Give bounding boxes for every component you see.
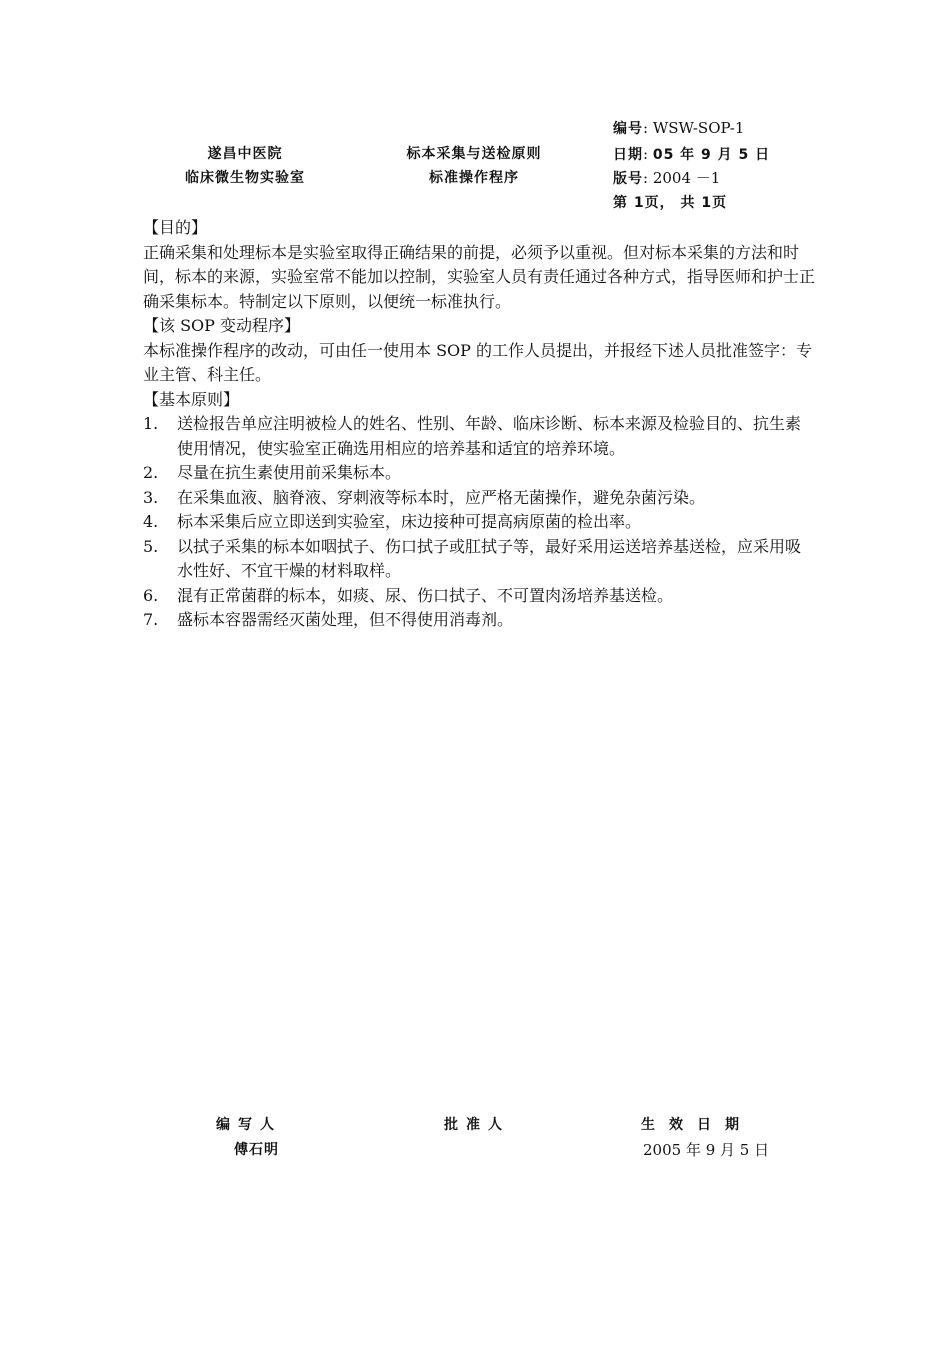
list-item-number: 2. xyxy=(143,463,159,482)
doc-code-line: 编号: WSW-SOP-1 xyxy=(613,119,745,137)
purpose-text: 正确采集和处理标本是实验室取得正确结果的前提，必须予以重视。但对标本采集的方法和时间，标本的来源，实验室常不能加以控制，实验室人员有责任通过各种方式，指导医师和护士正确采集标本。特制定以下原则，以便统一标准执行。 xyxy=(143,242,816,311)
doc-page-info xyxy=(613,193,727,212)
doc-page-info-text: 第 1页， 共 1页 xyxy=(613,195,728,211)
effective-date-label: 生效日期 xyxy=(641,1117,753,1133)
hospital-name: 遂昌中医院 xyxy=(207,146,283,162)
doc-version-line: 版号: 2004 －1 xyxy=(613,169,721,187)
list-item xyxy=(143,510,815,535)
writer-label: 编写人 xyxy=(216,1117,282,1133)
list-item-text: 盛标本容器需经灭菌处理，但不得使用消毒剂。 xyxy=(177,610,514,629)
list-item xyxy=(143,461,815,486)
writer-name: 傅石明 xyxy=(234,1142,279,1158)
list-item-text: 混有正常菌群的标本，如痰、尿、伤口拭子、不可置肉汤培养基送检。 xyxy=(177,585,674,605)
list-item-number: 4. xyxy=(143,512,159,531)
doc-date-label: 日期 xyxy=(613,147,643,163)
list-item xyxy=(143,412,815,461)
basic-principles-title: 【基本原则】 xyxy=(143,389,240,409)
list-item xyxy=(143,608,815,633)
list-item-text: 在采集血液、脑脊液、穿刺液等标本时，应严格无菌操作，避免杂菌污染。 xyxy=(177,487,706,507)
list-item-text: 送检报告单应注明被检人的姓名、性别、年龄、临床诊断、标本来源及检验目的、抗生素使用情况，使实验室正确选用相应的培养基和适宜的培养环境。 xyxy=(177,414,802,458)
list-item-number: 1. xyxy=(143,414,159,433)
approver-label: 批准人 xyxy=(444,1117,510,1133)
list-item-number: 5. xyxy=(143,536,159,556)
principles-list xyxy=(143,412,815,633)
change-procedure-title: 【该 SOP 变动程序】 xyxy=(143,316,301,335)
list-item-text: 标本采集后应立即送到实验室，床边接种可提高病原菌的检出率。 xyxy=(177,512,642,531)
change-procedure-text: 本标准操作程序的改动，可由任一使用本 SOP 的工作人员提出，并报经下述人员批准签字：专业主管、科主任。 xyxy=(143,340,813,384)
document-subtitle: 标准操作程序 xyxy=(429,170,519,186)
list-item-number: 6. xyxy=(143,585,159,605)
document-body xyxy=(143,216,815,633)
doc-version-value: 2004 －1 xyxy=(652,169,721,187)
list-item-number: 7. xyxy=(143,610,159,629)
list-item-number: 3. xyxy=(143,487,159,507)
department-name: 临床微生物实验室 xyxy=(185,170,305,186)
doc-code-label: 编号 xyxy=(613,121,643,137)
list-item-text: 以拭子采集的标本如咽拭子、伤口拭子或肛拭子等，最好采用运送培养基送检，应采用吸水性好、不宜干燥的材料取样。 xyxy=(177,536,802,580)
list-item xyxy=(143,486,815,511)
doc-code-value: WSW-SOP-1 xyxy=(652,119,745,137)
doc-date-value: 05 年 9 月 5 日 xyxy=(652,147,771,163)
list-item-text: 尽量在抗生素使用前采集标本。 xyxy=(177,463,402,482)
effective-date-value: 2005 年 9 月 5 日 xyxy=(643,1141,770,1159)
purpose-title: 【目的】 xyxy=(143,218,208,237)
doc-version-label: 版号 xyxy=(613,171,643,187)
doc-date-line: 日期: 05 年 9 月 5 日 xyxy=(613,145,771,163)
document-title: 标本采集与送检原则 xyxy=(406,146,542,162)
list-item xyxy=(143,584,815,609)
list-item xyxy=(143,535,815,584)
